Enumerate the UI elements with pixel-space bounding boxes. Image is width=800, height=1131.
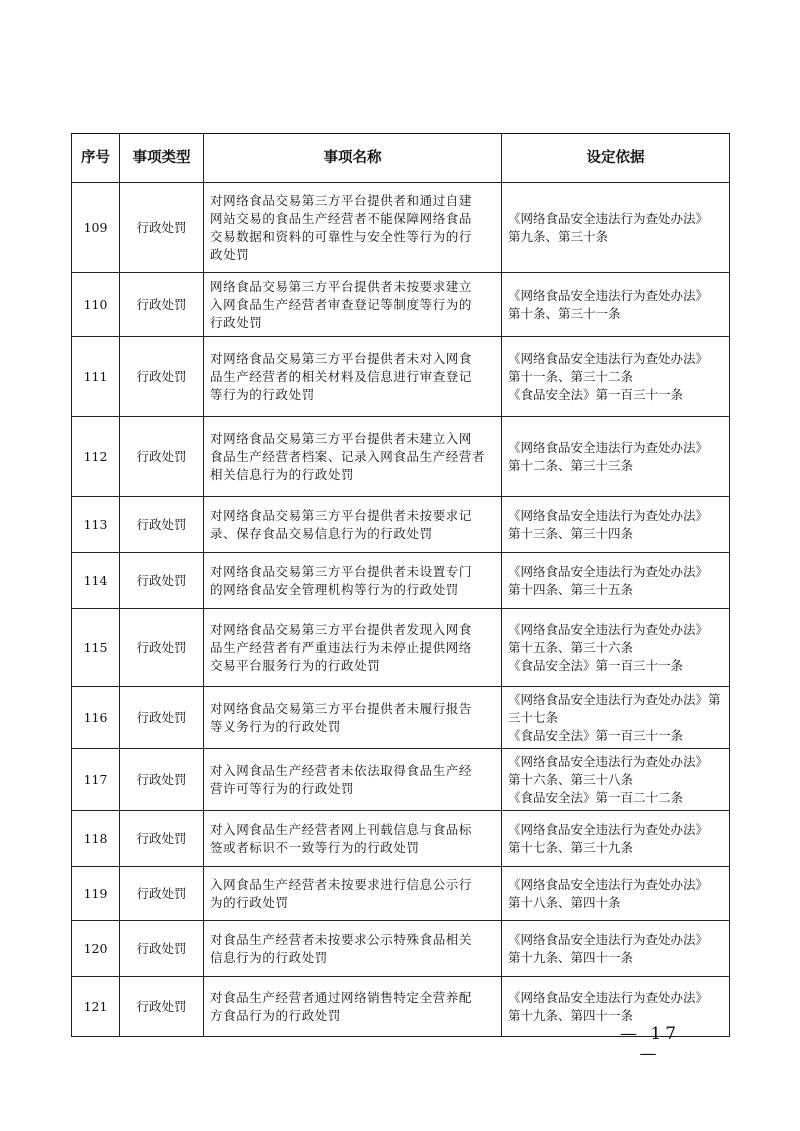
legal-basis-line: 《网络食品安全违法行为查处办法》: [508, 350, 709, 366]
cell-serial-number: 111: [72, 337, 120, 417]
table-row: [72, 749, 730, 811]
legal-basis-line: 《网络食品安全违法行为查处办法》: [508, 563, 709, 579]
table-row: [72, 687, 730, 749]
legal-basis-line: 《网络食品安全违法行为查处办法》: [508, 989, 709, 1005]
legal-basis-line: 第十条、第三十一条: [508, 305, 621, 321]
legal-basis-line: 《网络食品安全违法行为查处办法》: [508, 507, 709, 523]
cell-item-type: 行政处罚: [120, 183, 204, 273]
legal-basis-line: 《网络食品安全违法行为查处办法》: [508, 931, 709, 947]
cell-item-name: [204, 497, 502, 553]
item-name-line: 食品生产经营者档案、记录入网食品生产经营者: [210, 448, 486, 464]
cell-item-name: [204, 183, 502, 273]
item-name-line: 对网络食品交易第三方平台提供者和通过自建: [210, 192, 473, 208]
cell-item-name: [204, 749, 502, 811]
legal-basis-line: 《网络食品安全违法行为查处办法》: [508, 753, 709, 769]
table-body: [72, 183, 730, 1037]
legal-basis-line: 第十九条、第四十一条: [508, 949, 634, 965]
cell-item-type: 行政处罚: [120, 867, 204, 921]
cell-serial-number: 109: [72, 183, 120, 273]
item-name-line: 信息行为的行政处罚: [210, 949, 328, 965]
item-name-line: 等行为的行政处罚: [210, 386, 315, 402]
cell-item-name: [204, 417, 502, 497]
legal-basis-line: 第十七条、第三十九条: [508, 839, 634, 855]
legal-basis-line: 《网络食品安全违法行为查处办法》: [508, 439, 709, 455]
cell-item-name: [204, 553, 502, 609]
legal-basis-line: 第十八条、第四十条: [508, 894, 621, 910]
item-name-line: 入网食品生产经营者未按要求进行信息公示行: [210, 876, 473, 892]
cell-legal-basis: [502, 811, 730, 867]
table-row: [72, 609, 730, 687]
item-name-line: 对入网食品生产经营者网上刊载信息与食品标: [210, 821, 473, 837]
cell-serial-number: 116: [72, 687, 120, 749]
legal-basis-line: 第十三条、第三十四条: [508, 525, 634, 541]
legal-basis-line: 第九条、第三十条: [508, 228, 609, 244]
cell-legal-basis: [502, 609, 730, 687]
item-name-line: 为的行政处罚: [210, 894, 289, 910]
table-row: [72, 183, 730, 273]
cell-item-type: 行政处罚: [120, 553, 204, 609]
cell-item-name: [204, 867, 502, 921]
cell-legal-basis: [502, 417, 730, 497]
cell-legal-basis: [502, 553, 730, 609]
legal-basis-line: 《网络食品安全违法行为查处办法》: [508, 210, 709, 226]
legal-basis-line: 第十九条、第四十一条: [508, 1007, 634, 1023]
item-name-line: 营许可等行为的行政处罚: [210, 780, 355, 796]
item-name-line: 对网络食品交易第三方平台提供者未设置专门: [210, 563, 473, 579]
cell-legal-basis: [502, 867, 730, 921]
legal-basis-line: 第十六条、第三十八条: [508, 771, 634, 787]
item-name-line: 对入网食品生产经营者未依法取得食品生产经: [210, 762, 473, 778]
cell-item-name: [204, 609, 502, 687]
cell-legal-basis: [502, 749, 730, 811]
legal-basis-line: 第十四条、第三十五条: [508, 581, 634, 597]
cell-serial-number: 117: [72, 749, 120, 811]
legal-basis-line: 三十七条: [508, 709, 559, 725]
legal-basis-line: 《网络食品安全违法行为查处办法》: [508, 821, 709, 837]
cell-item-type: 行政处罚: [120, 337, 204, 417]
legal-basis-line: 《食品安全法》第一百三十一条: [508, 386, 684, 402]
cell-item-type: 行政处罚: [120, 749, 204, 811]
legal-basis-line: 第十五条、第三十六条: [508, 639, 634, 655]
page-number: — 17 —: [619, 1024, 681, 1064]
item-name-line: 对食品生产经营者未按要求公示特殊食品相关: [210, 931, 473, 947]
legal-basis-line: 第十一条、第三十二条: [508, 368, 634, 384]
cell-legal-basis: [502, 337, 730, 417]
cell-serial-number: 113: [72, 497, 120, 553]
cell-legal-basis: [502, 183, 730, 273]
cell-legal-basis: [502, 921, 730, 977]
table-row: [72, 867, 730, 921]
legal-basis-line: 《食品安全法》第一百三十一条: [508, 727, 684, 743]
table-row: [72, 273, 730, 337]
item-name-line: 行政处罚: [210, 314, 263, 330]
legal-basis-line: 《网络食品安全违法行为查处办法》第: [508, 691, 721, 707]
table-row: [72, 921, 730, 977]
cell-item-name: [204, 273, 502, 337]
cell-serial-number: 112: [72, 417, 120, 497]
table-row: [72, 337, 730, 417]
header-legal-basis: 设定依据: [502, 134, 730, 183]
header-serial-number: 序号: [72, 134, 120, 183]
items-table: [71, 133, 730, 1037]
item-name-line: 交易数据和资料的可靠性与安全性等行为的行: [210, 228, 473, 244]
cell-serial-number: 119: [72, 867, 120, 921]
cell-serial-number: 120: [72, 921, 120, 977]
item-name-line: 签或者标识不一致等行为的行政处罚: [210, 839, 420, 855]
cell-item-type: 行政处罚: [120, 921, 204, 977]
cell-legal-basis: [502, 497, 730, 553]
cell-item-type: 行政处罚: [120, 609, 204, 687]
item-name-line: 交易平台服务行为的行政处罚: [210, 657, 381, 673]
cell-serial-number: 110: [72, 273, 120, 337]
item-name-line: 政处罚: [210, 246, 250, 262]
cell-item-name: [204, 921, 502, 977]
legal-basis-line: 《网络食品安全违法行为查处办法》: [508, 621, 709, 637]
item-name-line: 对网络食品交易第三方平台提供者未建立入网: [210, 430, 473, 446]
cell-item-name: [204, 687, 502, 749]
cell-legal-basis: [502, 273, 730, 337]
table-header-row: [72, 134, 730, 183]
cell-item-type: 行政处罚: [120, 687, 204, 749]
table-row: [72, 553, 730, 609]
item-name-line: 对网络食品交易第三方平台提供者未对入网食: [210, 350, 473, 366]
header-item-name: 事项名称: [204, 134, 502, 183]
legal-basis-line: 《网络食品安全违法行为查处办法》: [508, 876, 709, 892]
item-name-line: 对网络食品交易第三方平台提供者未履行报告: [210, 700, 473, 716]
item-name-line: 品生产经营者的相关材料及信息进行审查登记: [210, 368, 473, 384]
legal-basis-line: 《食品安全法》第一百三十一条: [508, 657, 684, 673]
legal-basis-line: 《食品安全法》第一百二十二条: [508, 789, 684, 805]
cell-item-type: 行政处罚: [120, 977, 204, 1037]
item-name-line: 品生产经营者有严重违法行为未停止提供网络: [210, 639, 473, 655]
item-name-line: 相关信息行为的行政处罚: [210, 466, 355, 482]
cell-legal-basis: [502, 687, 730, 749]
table-row: [72, 417, 730, 497]
cell-item-type: 行政处罚: [120, 273, 204, 337]
item-name-line: 等义务行为的行政处罚: [210, 718, 342, 734]
cell-item-type: 行政处罚: [120, 417, 204, 497]
item-name-line: 对食品生产经营者通过网络销售特定全营养配: [210, 989, 473, 1005]
cell-item-name: [204, 811, 502, 867]
legal-basis-line: 《网络食品安全违法行为查处办法》: [508, 287, 709, 303]
item-name-line: 对网络食品交易第三方平台提供者发现入网食: [210, 621, 473, 637]
item-name-line: 录、保存食品交易信息行为的行政处罚: [210, 525, 433, 541]
cell-item-type: 行政处罚: [120, 497, 204, 553]
cell-item-type: 行政处罚: [120, 811, 204, 867]
cell-serial-number: 118: [72, 811, 120, 867]
cell-serial-number: 115: [72, 609, 120, 687]
item-name-line: 的网络食品安全管理机构等行为的行政处罚: [210, 581, 459, 597]
table-row: [72, 811, 730, 867]
item-name-line: 对网络食品交易第三方平台提供者未按要求记: [210, 507, 473, 523]
header-item-type: 事项类型: [120, 134, 204, 183]
item-name-line: 网络食品交易第三方平台提供者未按要求建立: [210, 278, 473, 294]
item-name-line: 入网食品生产经营者审查登记等制度等行为的: [210, 296, 473, 312]
item-name-line: 网站交易的食品生产经营者不能保障网络食品: [210, 210, 473, 226]
legal-basis-line: 第十二条、第三十三条: [508, 457, 634, 473]
table-row: [72, 497, 730, 553]
cell-item-name: [204, 977, 502, 1037]
cell-item-name: [204, 337, 502, 417]
item-name-line: 方食品行为的行政处罚: [210, 1007, 342, 1023]
cell-serial-number: 121: [72, 977, 120, 1037]
cell-serial-number: 114: [72, 553, 120, 609]
